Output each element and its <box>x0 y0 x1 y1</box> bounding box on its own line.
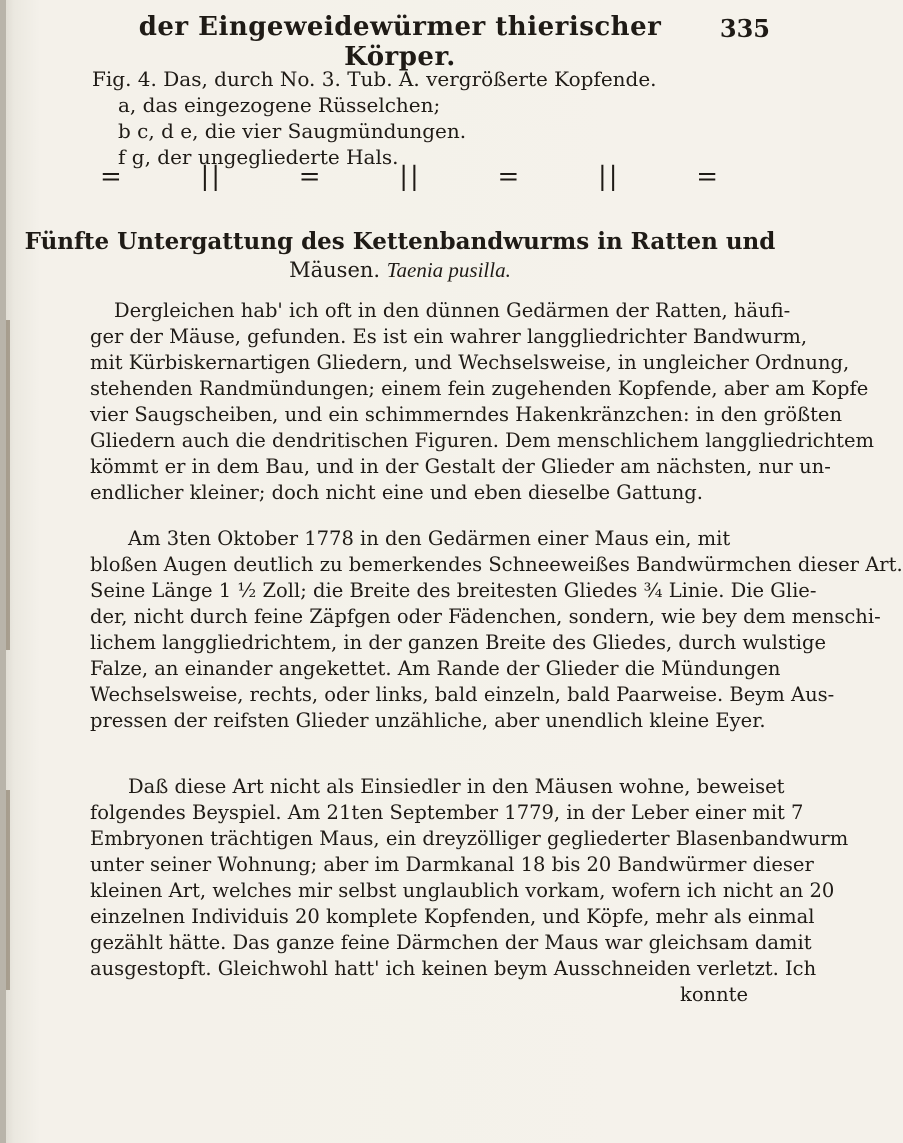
running-title: der Eingeweidewürmer thierischer Körper. <box>138 12 662 72</box>
figure-caption-line: f g, der ungegliederte Hals. <box>118 145 399 169</box>
margin-shadow <box>6 320 10 650</box>
text-line: Embryonen trächtigen Maus, ein dreyzölliger gegliederter Blasenbandwurm <box>90 827 849 850</box>
divider-mark: = <box>100 162 124 192</box>
figure-caption-line: b c, d e, die vier Saugmündungen. <box>118 119 467 143</box>
text-line: kleinen Art, welches mir selbst unglaublich vorkam, wofern ich nicht an 20 <box>90 879 835 902</box>
text-line: unter seiner Wohnung; aber im Darmkanal 18 bis 20 Bandwürmer dieser <box>90 853 814 876</box>
text-line: ausgestopft. Gleichwohl hatt' ich keinen beym Ausschneiden verletzt. Ich <box>90 957 817 980</box>
divider-mark: || <box>399 162 421 192</box>
figure-caption-line: a, das eingezogene Rüsselchen; <box>118 93 441 117</box>
text-line: der, nicht durch feine Zäpfgen oder Fädenchen, sondern, wie bey dem menschi- <box>90 605 881 628</box>
divider-mark: || <box>597 162 620 192</box>
text-line: gezählt hätte. Das ganze feine Därmchen der Maus war gleichsam damit <box>90 931 812 954</box>
page-header <box>90 10 770 72</box>
divider-mark: = <box>696 162 720 192</box>
margin-shadow <box>6 790 10 990</box>
catchword: konnte <box>680 983 749 1006</box>
text-line: vier Saugscheiben, und ein schimmerndes Hakenkränzchen: in den größten <box>90 403 843 426</box>
latin-species-name: Taenia pusilla. <box>386 258 511 282</box>
section-heading-text: Mäusen. <box>289 258 381 282</box>
text-line: pressen der reifsten Glieder unzähliche, aber unendlich kleine Eyer. <box>90 709 766 732</box>
text-line: Dergleichen hab' ich oft in den dünnen Gedärmen der Ratten, häufi- <box>114 299 791 322</box>
text-line: bloßen Augen deutlich zu bemerkendes Schneeweißes Bandwürmchen dieser Art. <box>90 553 903 576</box>
text-line: stehenden Randmündungen; einem fein zugehenden Kopfende, aber am Kopfe <box>90 377 869 400</box>
text-line: endlicher kleiner; doch nicht eine und eben dieselbe Gattung. <box>90 481 703 504</box>
section-heading-line2 <box>0 258 800 283</box>
section-divider <box>100 162 720 192</box>
text-line: ger der Mäuse, gefunden. Es ist ein wahrer langgliedrichter Bandwurm, <box>90 325 808 348</box>
divider-mark: = <box>497 162 522 192</box>
text-line: Am 3ten Oktober 1778 in den Gedärmen einer Maus ein, mit <box>128 527 731 550</box>
text-line: Seine Länge 1 ½ Zoll; die Breite des breitesten Gliedes ¾ Linie. Die Glie- <box>90 579 817 602</box>
page-number: 335 <box>719 14 770 43</box>
divider-mark: = <box>298 162 323 192</box>
text-line: Falze, an einander angekettet. Am Rande der Glieder die Mündungen <box>90 657 781 680</box>
text-line: einzelnen Individuis 20 komplete Kopfenden, und Köpfe, mehr als einmal <box>90 905 815 928</box>
text-line: mit Kürbiskernartigen Gliedern, und Wechselsweise, in ungleicher Ordnung, <box>90 351 850 374</box>
section-heading: Fünfte Untergattung des Kettenbandwurms in Ratten und <box>24 228 776 255</box>
text-line: Daß diese Art nicht als Einsiedler in den Mäusen wohne, beweiset <box>128 775 785 798</box>
text-line: folgendes Beyspiel. Am 21ten September 1779, in der Leber einer mit 7 <box>90 801 804 824</box>
figure-caption-line: Fig. 4. Das, durch No. 3. Tub. A. vergrößerte Kopfende. <box>92 67 657 91</box>
text-line: kömmt er in dem Bau, und in der Gestalt der Glieder am nächsten, nur un- <box>90 455 831 478</box>
text-line: Wechselsweise, rechts, oder links, bald einzeln, bald Paarweise. Beym Aus- <box>90 683 835 706</box>
text-line: Gliedern auch die dendritischen Figuren. Dem menschlichem langgliedrichtem <box>90 429 875 452</box>
text-line: lichem langgliedrichtem, in der ganzen Breite des Gliedes, durch wulstige <box>90 631 827 654</box>
divider-mark: || <box>200 162 223 192</box>
